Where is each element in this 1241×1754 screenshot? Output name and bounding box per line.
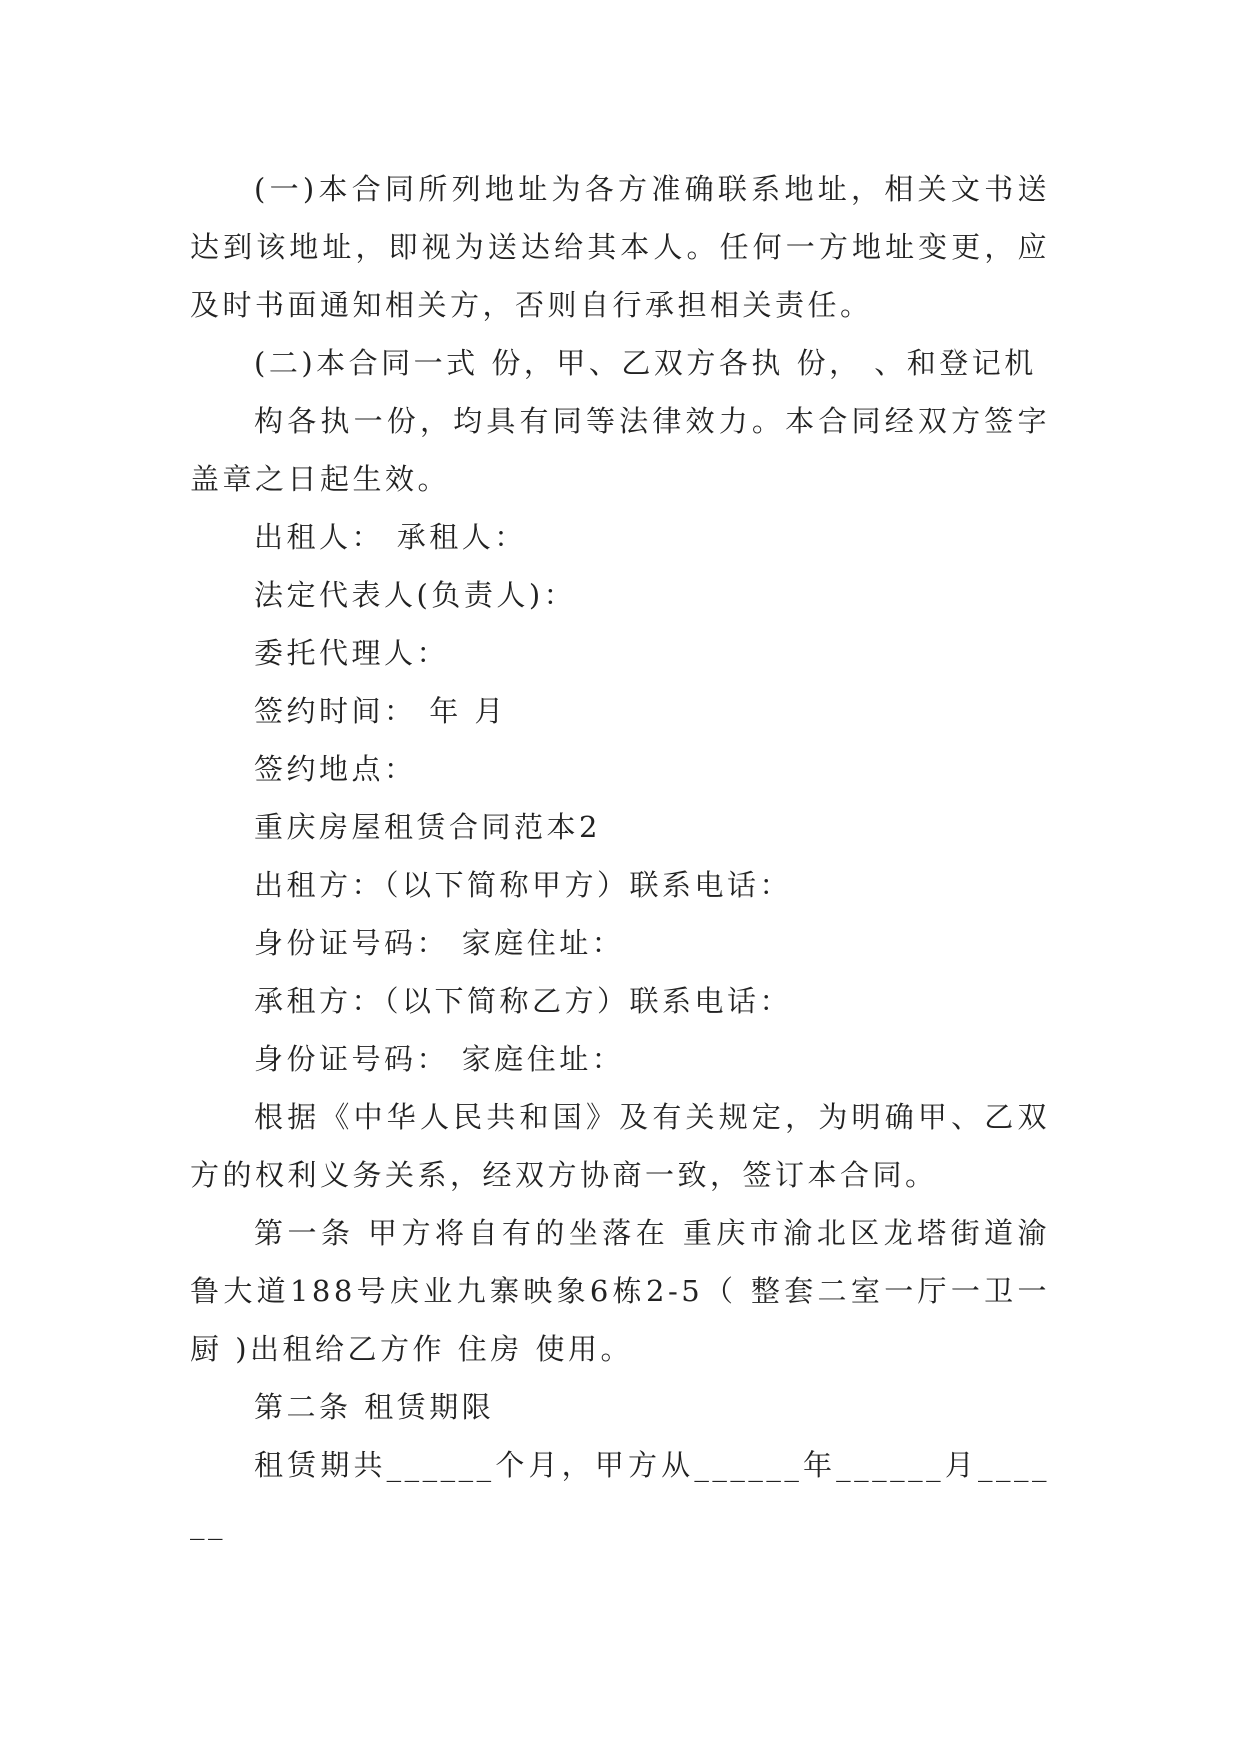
clause-copies: (二)本合同一式 份，甲、乙双方各执 份， 、和登记机 (254, 346, 1037, 380)
signature-agent: 委托代理人： (254, 636, 450, 670)
signature-lessor-lessee: 出租人： 承租人： (254, 520, 527, 554)
section-title: 重庆房屋租赁合同范本2 (254, 810, 601, 844)
signature-date: 签约时间： 年 月 (254, 694, 507, 728)
article-two-term: 租赁期共______个月，甲方从______年______月______ (190, 1448, 1050, 1540)
preamble: 根据《中华人民共和国》及有关规定，为明确甲、乙双方的权利义务关系，经双方协商一致，签订本合同。 (190, 1100, 1050, 1192)
signature-place: 签约地点： (254, 752, 417, 786)
signature-legal-rep: 法定代表人(负责人)： (254, 578, 577, 612)
contract-text (190, 160, 1050, 1552)
article-one: 第一条 甲方将自有的坐落在 重庆市渝北区龙塔街道渝鲁大道188号庆业九寨映象6栋2-5（ 整套二室一厅一卫一厨 )出租给乙方作 住房 使用。 (190, 1216, 1050, 1366)
article-two-heading: 第二条 租赁期限 (254, 1390, 495, 1424)
clause-address-notice: (一)本合同所列地址为各方准确联系地址，相关文书送达到该地址，即视为送达给其本人。任何一方地址变更，应及时书面通知相关方，否则自行承担相关责任。 (190, 172, 1050, 322)
clause-effect: 构各执一份，均具有同等法律效力。本合同经双方签字盖章之日起生效。 (190, 404, 1050, 496)
party-b-id-line: 身份证号码： 家庭住址： (254, 1042, 625, 1076)
party-a-line: 出租方：（以下简称甲方）联系电话： (254, 868, 793, 902)
party-a-id-line: 身份证号码： 家庭住址： (254, 926, 625, 960)
party-b-line: 承租方：（以下简称乙方）联系电话： (254, 984, 793, 1018)
